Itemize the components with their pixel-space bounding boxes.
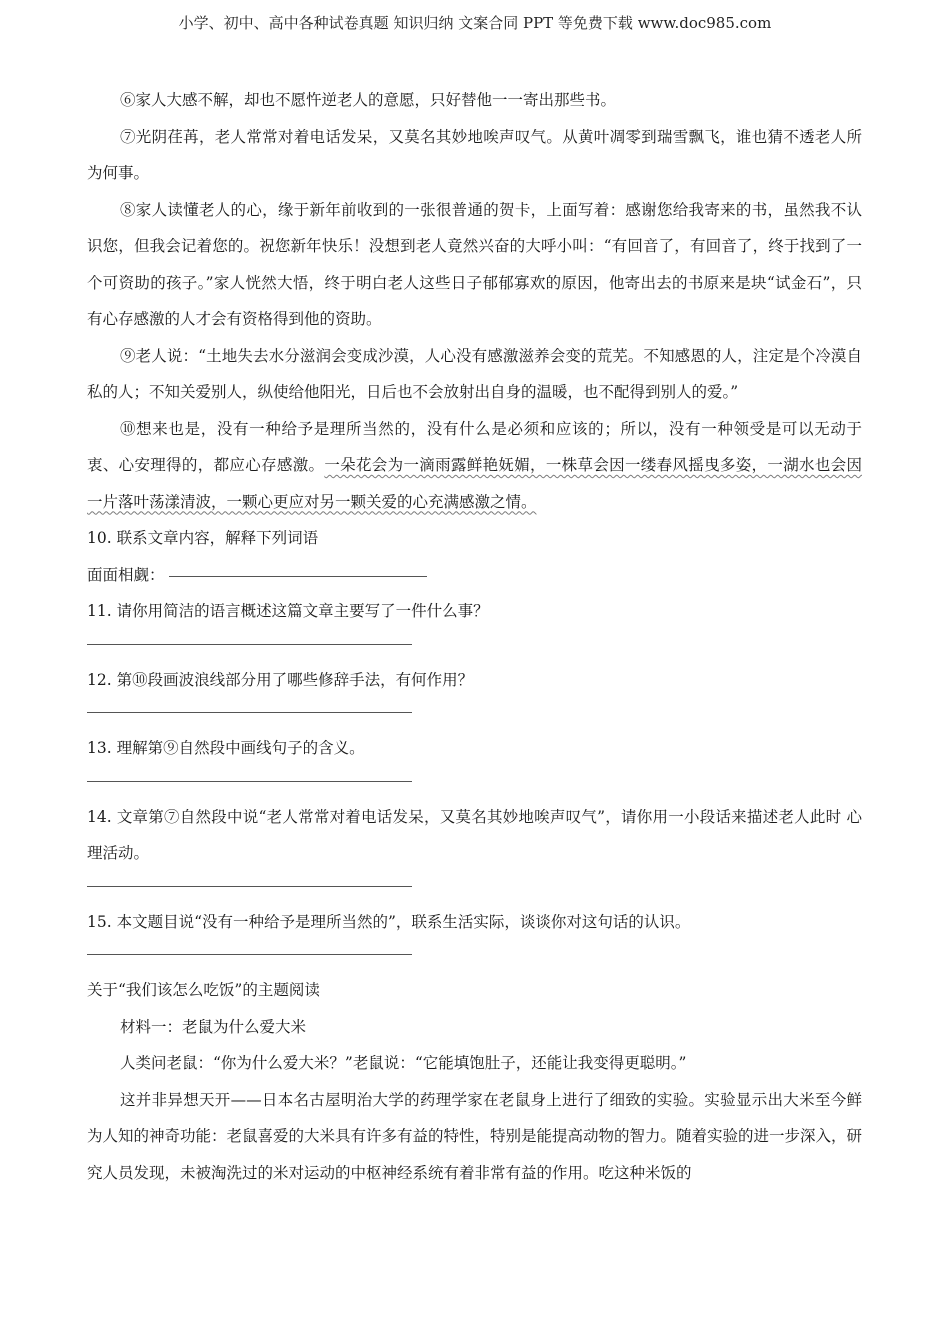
question-14: 14. 文章第⑦自然段中说“老人常常对着电话发呆，又莫名其妙地唉声叹气”，请你用一小段话来描述老人此时 心理活动。 <box>87 807 862 862</box>
page-header: 小学、初中、高中各种试卷真题 知识归纳 文案合同 PPT 等免费下载 www.doc985.com <box>178 14 772 32</box>
question-12: 12. 第⑩段画波浪线部分用了哪些修辞手法，有何作用？ <box>87 670 474 689</box>
question-10-term <box>87 557 862 594</box>
paragraph-6: ⑥家人大感不解，却也不愿忤逆老人的意愿，只好替他一一寄出那些书。 <box>120 91 617 109</box>
term-label: 面面相觑： <box>87 565 165 584</box>
answer-line-14[interactable] <box>87 872 862 904</box>
paragraph-9: ⑨老人说：“土地失去水分滋润会变成沙漠，人心没有感激滋养会变的荒芜。不知感恩的人，注定是个冷漠自私的人；不知关爱别人，纵使给他阳光，日后也不会放射出自身的温暖，也不配得到别人的爱。” <box>87 346 862 401</box>
answer-blank-10[interactable] <box>169 575 427 577</box>
document-body <box>87 82 862 1191</box>
paragraph-10 <box>87 411 862 521</box>
paragraph-8: ⑧家人读懂老人的心，缘于新年前收到的一张很普通的贺卡，上面写着：感谢您给我寄来的书，虽然我不认识您，但我会记着您的。祝您新年快乐！没想到老人竟然兴奋的大呼小叫：“有回音了，有回音了，终于找到了一个可资助的孩子。”家人恍然大悟，终于明白老人这些日子郁郁寡欢的原因，他寄出去的书原来是块“试金石”，只有心存感激的人才会有资格得到他的资助。 <box>87 200 862 328</box>
paragraph-10-text: ⑩想来也是，没有一种给予是理所当然的，没有什么是必须和应该的；所以，没有一种领受是可以无动于衷、心安理得的，都应心存感激。 <box>87 419 862 474</box>
question-11: 11. 请你用简洁的语言概述这篇文章主要写了一件什么事？ <box>87 602 489 620</box>
answer-line-15[interactable] <box>87 940 862 972</box>
answer-line-11[interactable] <box>87 630 862 662</box>
wavy-underlined-sentence: 一朵花会为一滴雨露鲜艳妩媚，一株草会因一缕春风摇曳多姿，一湖水也会因一片落叶荡漾清波，一颗心更应对另一颗关爱的心充满感激之情。 <box>87 456 862 511</box>
answer-line-12[interactable] <box>87 698 862 730</box>
material-1-dialog: 人类问老鼠：“你为什么爱大米？”老鼠说：“它能填饱肚子，还能让我变得更聪明。” <box>120 1054 687 1072</box>
question-13: 13. 理解第⑨自然段中画线句子的含义。 <box>87 739 365 757</box>
question-10: 10. 联系文章内容，解释下列词语 <box>87 529 319 547</box>
theme-title: 关于“我们该怎么吃饭”的主题阅读 <box>87 981 320 999</box>
material-1-title: 材料一：老鼠为什么爱大米 <box>120 1017 307 1036</box>
question-15: 15. 本文题目说“没有一种给予是理所当然的”，联系生活实际，谈谈你对这句话的认识。 <box>87 912 691 931</box>
material-1-body: 这并非异想天开——日本名古屋明治大学的药理学家在老鼠身上进行了细致的实验。实验显示出大米至今鲜为人知的神奇功能：老鼠喜爱的大米具有许多有益的特性，特别是能提高动物的智力。随着实验的进一步深入，研究人员发现，未被淘洗过的米对运动的中枢神经系统有着非常有益的作用。吃这种米饭的 <box>87 1090 863 1182</box>
paragraph-7: ⑦光阴荏苒，老人常常对着电话发呆，又莫名其妙地唉声叹气。从黄叶凋零到瑞雪飘飞，谁也猜不透老人所为何事。 <box>87 127 862 182</box>
answer-line-13[interactable] <box>87 767 862 799</box>
